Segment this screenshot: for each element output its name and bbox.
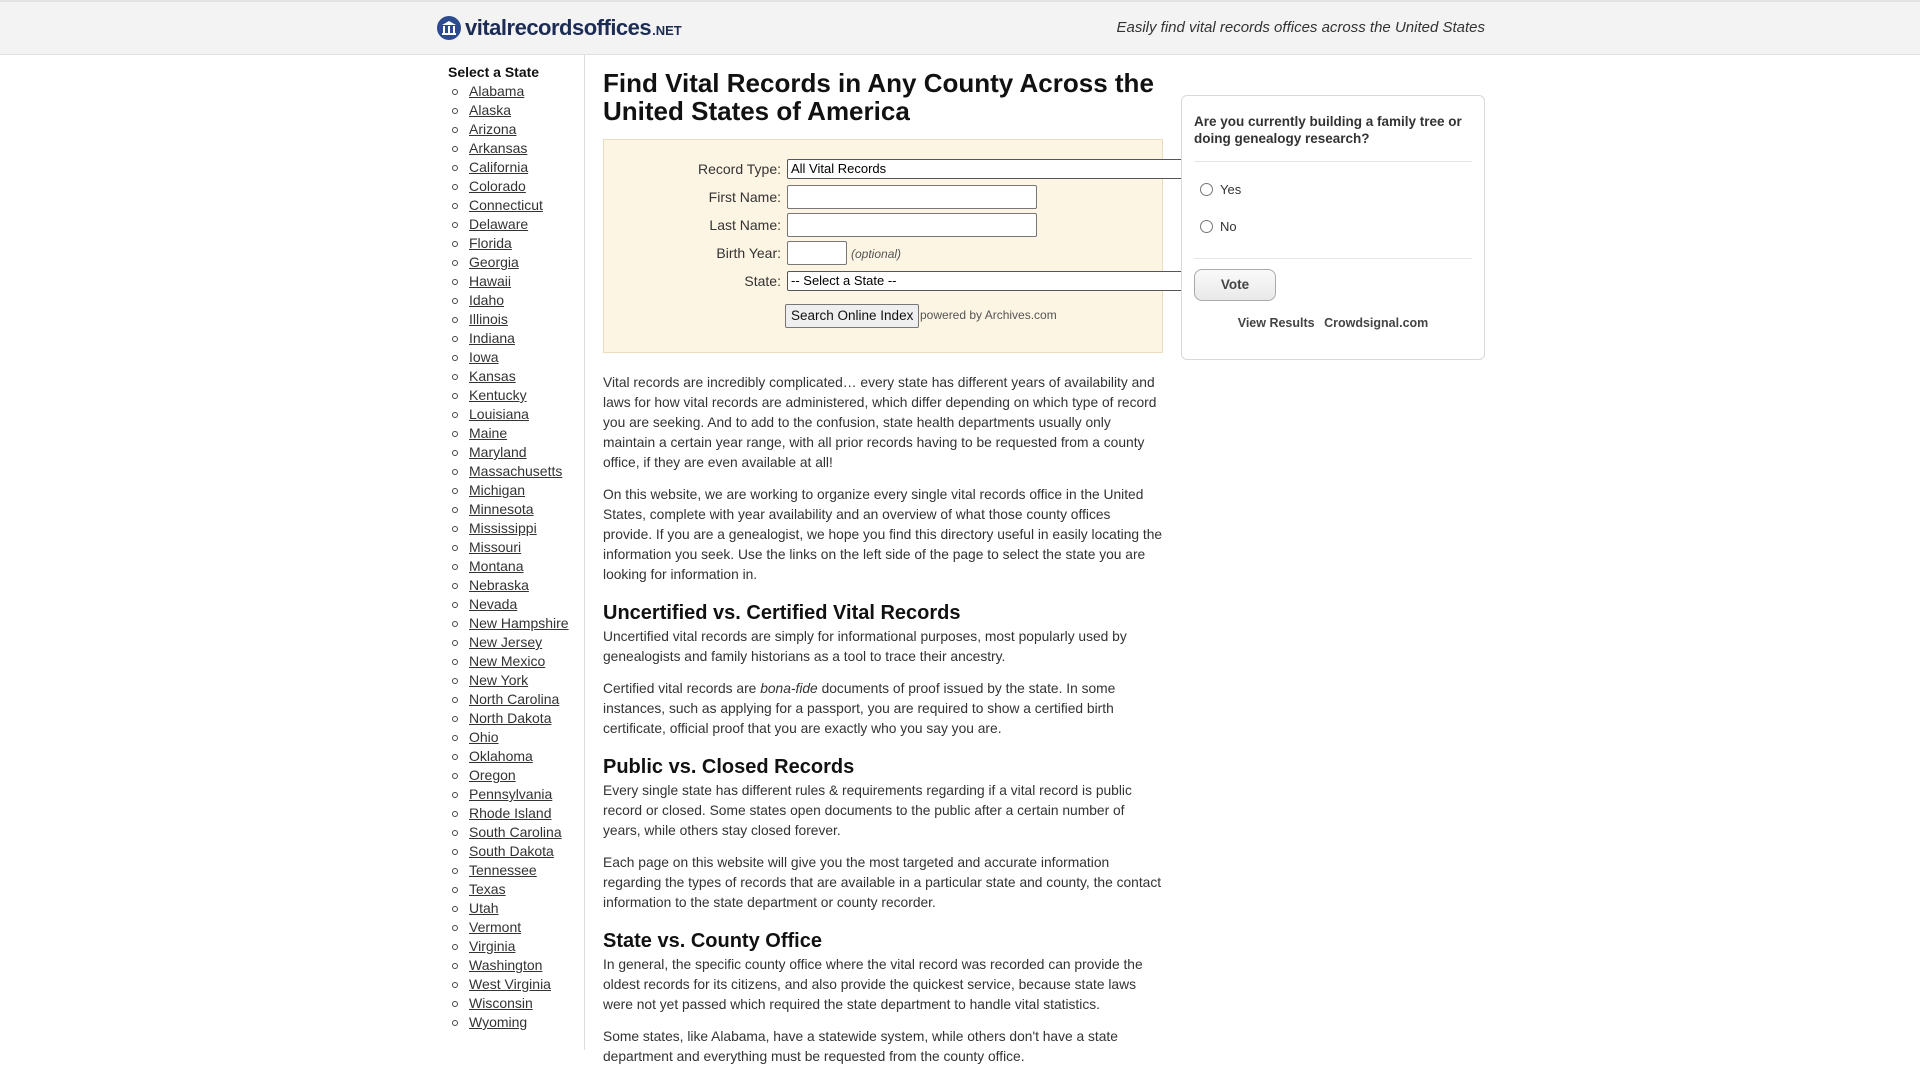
state-list-item xyxy=(450,975,584,994)
search-form xyxy=(603,139,1163,353)
state-select[interactable]: -- Select a State -- xyxy=(787,271,1347,291)
crowdsignal-link[interactable]: Crowdsignal.com xyxy=(1324,316,1429,330)
state-list-item xyxy=(450,291,584,310)
state-link-kentucky[interactable]: Kentucky xyxy=(469,387,527,403)
state-link-kansas[interactable]: Kansas xyxy=(469,368,516,384)
last-name-row xyxy=(604,213,1164,237)
section-heading-certified: Uncertified vs. Certified Vital Records xyxy=(603,602,961,624)
state-list-item xyxy=(450,253,584,272)
birth-year-row xyxy=(604,241,1164,265)
state-link-oklahoma[interactable]: Oklahoma xyxy=(469,748,533,764)
state-list-item xyxy=(450,272,584,291)
section2-paragraph-1: Every single state has different rules & requirements regarding if a vital record is public record or closed. Some states open documents to the public after a certain number of years, while others stay closed forever. xyxy=(603,783,1132,838)
state-link-delaware[interactable]: Delaware xyxy=(469,216,529,232)
bona-fide-emphasis: bona-fide xyxy=(760,681,818,696)
state-link-illinois[interactable]: Illinois xyxy=(469,311,508,327)
section1-paragraph-1: Uncertified vital records are simply for informational purposes, most popularly used by genealogists and family historians as a tool to trace their ancestry. xyxy=(603,629,1127,664)
state-list-item xyxy=(450,481,584,500)
poll-divider xyxy=(1194,258,1472,259)
state-list-item xyxy=(450,652,584,671)
powered-by-text: powered by Archives.com xyxy=(920,308,1057,322)
state-link-washington[interactable]: Washington xyxy=(469,957,543,973)
poll-question: Are you currently building a family tree or doing genealogy research? xyxy=(1194,113,1472,162)
state-list-item xyxy=(450,101,584,120)
state-link-maine[interactable]: Maine xyxy=(469,425,508,441)
state-link-alaska[interactable]: Alaska xyxy=(469,102,512,118)
state-list-item xyxy=(450,747,584,766)
header-inner xyxy=(437,2,1485,54)
state-list-item xyxy=(450,386,584,405)
sidebar-heading: Select a State xyxy=(448,64,540,80)
radio-yes[interactable] xyxy=(1200,183,1213,196)
first-name-field[interactable] xyxy=(787,185,1037,209)
state-list-item xyxy=(450,519,584,538)
state-link-connecticut[interactable]: Connecticut xyxy=(469,197,543,213)
view-results-link[interactable]: View Results xyxy=(1237,316,1315,330)
poll-option-yes-label: Yes xyxy=(1220,182,1242,197)
state-list-item xyxy=(450,804,584,823)
poll-option-no-label: No xyxy=(1220,219,1237,234)
state-link-wisconsin[interactable]: Wisconsin xyxy=(469,995,533,1011)
state-list-item xyxy=(450,633,584,652)
state-sidebar xyxy=(437,55,585,1050)
p2-text-before: Certified vital records are xyxy=(603,681,761,696)
p2-text-after: documents of proof issued by the state. In some instances, such as applying for a passport, you are required to show a certified birth certificate, official proof that you are exactly who you say you are. xyxy=(603,681,1116,736)
state-link-georgia[interactable]: Georgia xyxy=(469,254,519,270)
state-link-wyoming[interactable]: Wyoming xyxy=(469,1014,528,1030)
state-list-item xyxy=(450,690,584,709)
vote-button[interactable]: Vote xyxy=(1194,269,1276,301)
state-link-mississippi[interactable]: Mississippi xyxy=(469,520,537,536)
state-link-arizona[interactable]: Arizona xyxy=(469,121,517,137)
birth-year-field[interactable] xyxy=(787,241,847,265)
tagline: Easily find vital records offices across the United States xyxy=(1116,19,1485,36)
state-list-item xyxy=(450,785,584,804)
state-link-virginia[interactable]: Virginia xyxy=(469,938,516,954)
state-link-rhode-island[interactable]: Rhode Island xyxy=(469,805,552,821)
state-link-iowa[interactable]: Iowa xyxy=(469,349,499,365)
last-name-label: Last Name: xyxy=(709,217,781,233)
state-list-item xyxy=(450,405,584,424)
section-heading-public: Public vs. Closed Records xyxy=(603,756,855,778)
state-list-item xyxy=(450,1013,584,1032)
main-content xyxy=(603,55,1163,1067)
state-list-item xyxy=(450,443,584,462)
state-list-item xyxy=(450,196,584,215)
first-name-label: First Name: xyxy=(708,189,781,205)
state-list-item xyxy=(450,823,584,842)
state-list-item xyxy=(450,899,584,918)
state-link-tennessee[interactable]: Tennessee xyxy=(469,862,537,878)
building-icon xyxy=(437,16,461,40)
poll-option-yes[interactable] xyxy=(1200,182,1241,197)
state-link-montana[interactable]: Montana xyxy=(469,558,524,574)
state-link-south-carolina[interactable]: South Carolina xyxy=(469,824,562,840)
state-list-item xyxy=(450,861,584,880)
state-link-nebraska[interactable]: Nebraska xyxy=(469,577,529,593)
genealogy-poll xyxy=(1181,95,1485,360)
state-link-maryland[interactable]: Maryland xyxy=(469,444,527,460)
state-link-north-carolina[interactable]: North Carolina xyxy=(469,691,560,707)
state-link-new-mexico[interactable]: New Mexico xyxy=(469,653,546,669)
state-list-item xyxy=(450,500,584,519)
state-link-north-dakota[interactable]: North Dakota xyxy=(469,710,552,726)
state-list-item xyxy=(450,367,584,386)
state-list-item xyxy=(450,937,584,956)
state-list-item xyxy=(450,310,584,329)
state-link-indiana[interactable]: Indiana xyxy=(469,330,515,346)
first-name-row xyxy=(604,185,1164,209)
state-link-alabama[interactable]: Alabama xyxy=(469,83,525,99)
record-type-select[interactable]: All Vital Records xyxy=(787,159,1347,179)
last-name-field[interactable] xyxy=(787,213,1037,237)
search-online-index-button[interactable]: Search Online Index xyxy=(785,304,919,328)
state-list-item xyxy=(450,766,584,785)
state-link-new-york[interactable]: New York xyxy=(469,672,529,688)
section1-paragraph-2 xyxy=(603,679,1163,739)
state-list-item xyxy=(450,576,584,595)
site-logo[interactable] xyxy=(437,15,682,41)
state-list xyxy=(437,82,584,1032)
intro-paragraph-1: Vital records are incredibly complicated… every state has different years of availability and laws for how vital records are administered, which differ depending on which type of record you are seeking. And to add to the confusion, state health departments usually only maintain a certain year range, with all prior records having to be requested from a county office, if they are even available at all! xyxy=(603,375,1157,470)
birth-year-label: Birth Year: xyxy=(716,245,781,261)
state-link-new-jersey[interactable]: New Jersey xyxy=(469,634,543,650)
state-list-item xyxy=(450,671,584,690)
page-title: Find Vital Records in Any County Across the United States of America xyxy=(603,68,1154,126)
state-link-vermont[interactable]: Vermont xyxy=(469,919,522,935)
state-list-item xyxy=(450,538,584,557)
state-link-pennsylvania[interactable]: Pennsylvania xyxy=(469,786,553,802)
state-link-idaho[interactable]: Idaho xyxy=(469,292,505,308)
state-link-west-virginia[interactable]: West Virginia xyxy=(469,976,551,992)
section3-paragraph-2: Some states, like Alabama, have a statewide system, while others don't have a state department and everything must be requested from the county office. xyxy=(603,1029,1118,1064)
record-type-label: Record Type: xyxy=(697,161,781,177)
poll-option-no[interactable] xyxy=(1200,219,1237,234)
state-link-massachusetts[interactable]: Massachusetts xyxy=(469,463,563,479)
section2-paragraph-2: Each page on this website will give you the most targeted and accurate information regarding the types of records that are available in a particular state and county, the contact information to the state department or county recorder. xyxy=(603,855,1162,910)
state-link-ohio[interactable]: Ohio xyxy=(469,729,499,745)
state-link-louisiana[interactable]: Louisiana xyxy=(469,406,529,422)
site-header xyxy=(0,2,1920,55)
poll-links xyxy=(1182,316,1484,330)
record-type-row xyxy=(604,157,1164,181)
state-link-minnesota[interactable]: Minnesota xyxy=(469,501,534,517)
state-link-utah[interactable]: Utah xyxy=(469,900,499,916)
state-list-item xyxy=(450,614,584,633)
state-list-item xyxy=(450,880,584,899)
state-list-item xyxy=(450,177,584,196)
state-row xyxy=(604,269,1164,293)
state-list-item xyxy=(450,329,584,348)
state-list-item xyxy=(450,728,584,747)
state-link-colorado[interactable]: Colorado xyxy=(469,178,526,194)
state-list-item xyxy=(450,215,584,234)
state-list-item xyxy=(450,709,584,728)
section3-paragraph-1: In general, the specific county office where the vital record was recorded can provide the oldest records for its citizens, and also provide the quickest service, because state laws were not yet passed which required the state department to handle vital statistics. xyxy=(603,957,1143,1012)
state-list-item xyxy=(450,842,584,861)
state-list-item xyxy=(450,82,584,101)
state-link-missouri[interactable]: Missouri xyxy=(469,539,522,555)
section-heading-state-county: State vs. County Office xyxy=(603,930,822,952)
state-link-south-dakota[interactable]: South Dakota xyxy=(469,843,554,859)
state-list-item xyxy=(450,994,584,1013)
state-list-item xyxy=(450,918,584,937)
state-list-item xyxy=(450,158,584,177)
state-link-hawaii[interactable]: Hawaii xyxy=(469,273,512,289)
state-link-florida[interactable]: Florida xyxy=(469,235,512,251)
state-link-oregon[interactable]: Oregon xyxy=(469,767,516,783)
state-list-item xyxy=(450,234,584,253)
state-list-item xyxy=(450,557,584,576)
state-list-item xyxy=(450,424,584,443)
optional-note: (optional) xyxy=(851,247,902,261)
state-list-item xyxy=(450,348,584,367)
state-link-california[interactable]: California xyxy=(469,159,529,175)
radio-no[interactable] xyxy=(1200,220,1213,233)
state-label: State: xyxy=(744,273,781,289)
state-link-arkansas[interactable]: Arkansas xyxy=(469,140,528,156)
intro-paragraph-2: On this website, we are working to organize every single vital records office in the United States, complete with year availability and an overview of what those county offices provide. If you are a genealogist, we hope you find this directory useful in easily locating the information you seek. Use the links on the left side of the page to select the state you are looking for information in. xyxy=(603,487,1163,582)
state-list-item xyxy=(450,139,584,158)
state-link-michigan[interactable]: Michigan xyxy=(469,482,526,498)
state-list-item xyxy=(450,462,584,481)
state-list-item xyxy=(450,120,584,139)
state-link-new-hampshire[interactable]: New Hampshire xyxy=(469,615,569,631)
state-link-nevada[interactable]: Nevada xyxy=(469,596,518,612)
logo-tld: .NET xyxy=(652,22,682,38)
logo-text: vitalrecordsoffices xyxy=(465,15,652,40)
state-list-item xyxy=(450,956,584,975)
state-link-texas[interactable]: Texas xyxy=(469,881,506,897)
article-body xyxy=(603,373,1163,1067)
state-list-item xyxy=(450,595,584,614)
